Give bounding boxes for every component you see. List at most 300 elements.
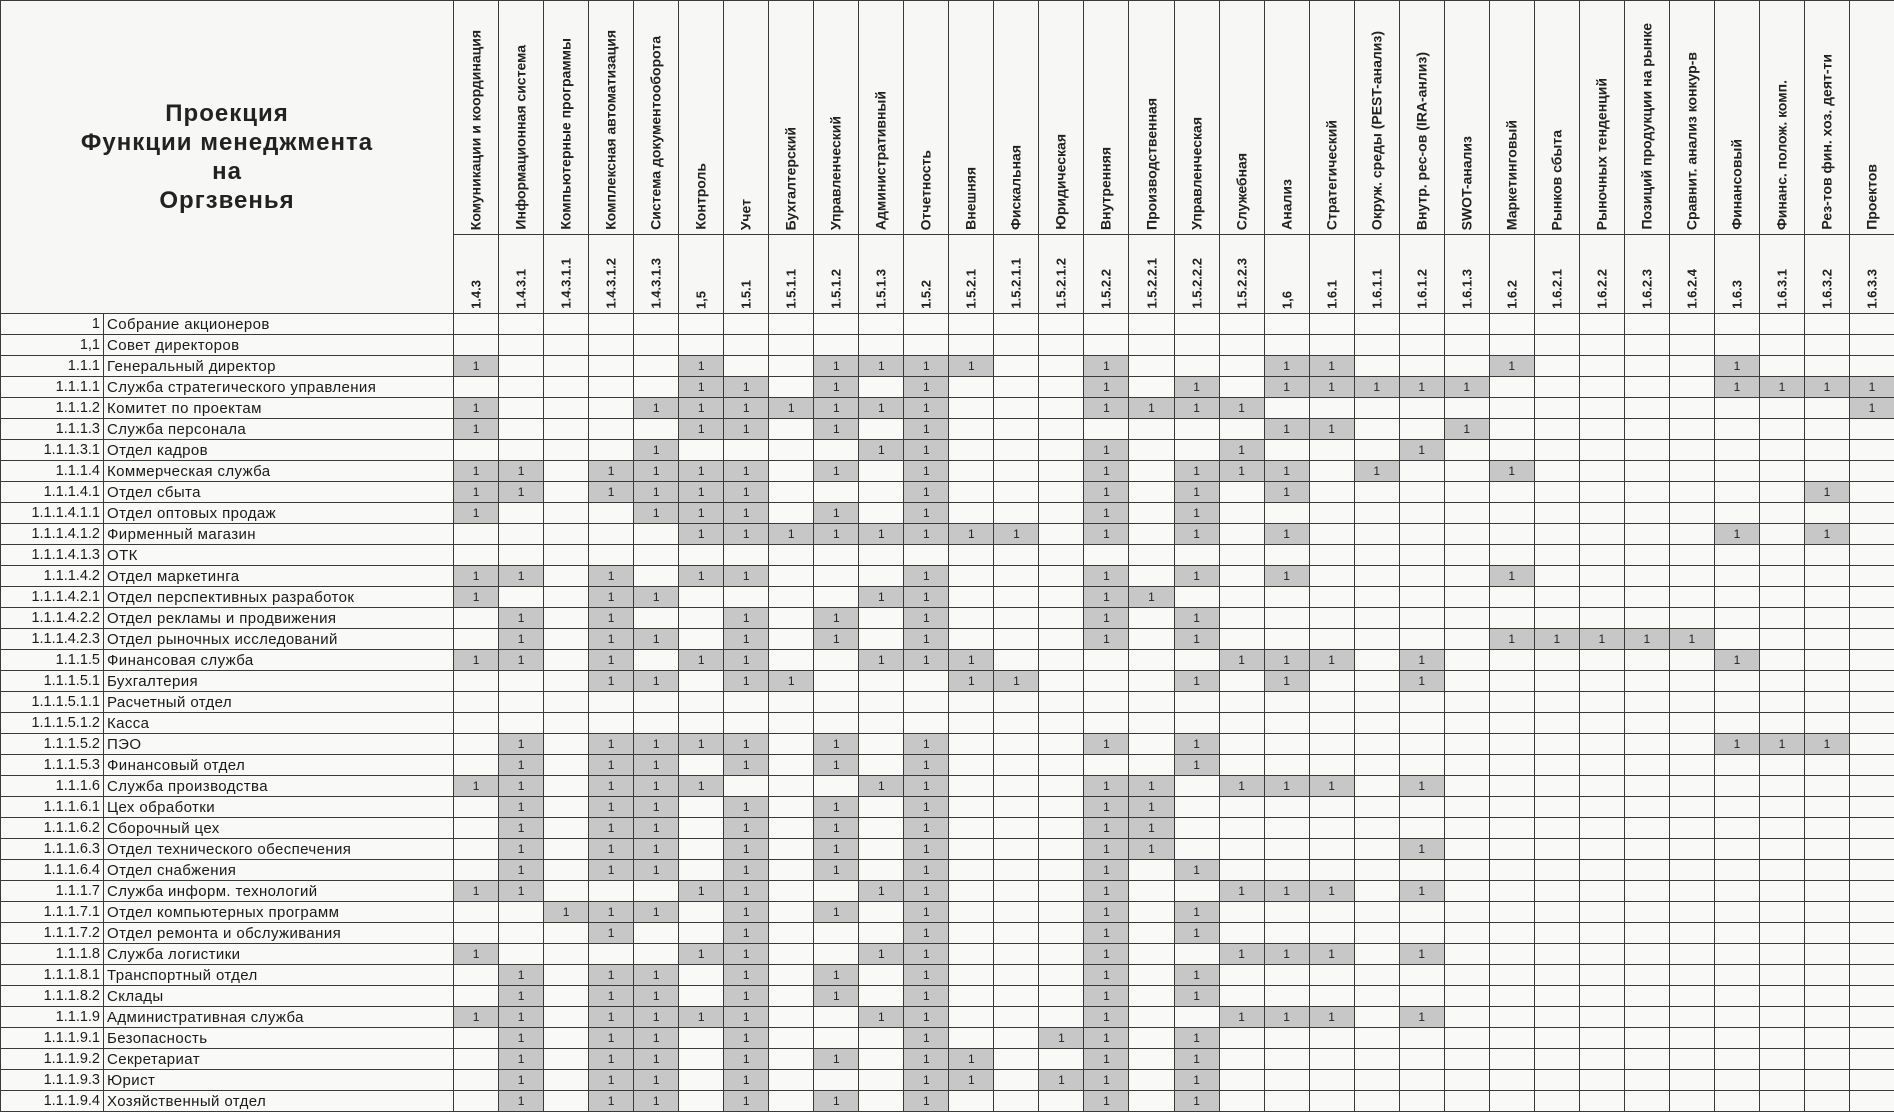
empty-cell	[859, 377, 904, 398]
empty-cell	[1399, 1028, 1444, 1049]
empty-cell	[1579, 1028, 1624, 1049]
empty-cell	[1624, 1070, 1669, 1091]
column-code	[769, 235, 814, 314]
marked-cell: 1	[724, 608, 769, 629]
empty-cell	[1579, 881, 1624, 902]
empty-cell	[1489, 524, 1534, 545]
empty-cell	[994, 335, 1039, 356]
empty-cell	[769, 734, 814, 755]
empty-cell	[724, 692, 769, 713]
empty-cell	[1309, 797, 1354, 818]
empty-cell	[994, 503, 1039, 524]
marked-cell: 1	[589, 839, 634, 860]
column-code-text: 1.5.2.1	[964, 269, 979, 309]
marked-cell: 1	[724, 503, 769, 524]
marked-cell: 1	[1084, 902, 1129, 923]
empty-cell	[1759, 923, 1804, 944]
row-code: 1.1.1.4	[1, 461, 104, 482]
empty-cell	[769, 419, 814, 440]
empty-cell	[1669, 860, 1714, 881]
empty-cell	[544, 839, 589, 860]
empty-cell	[1624, 776, 1669, 797]
empty-cell	[1714, 860, 1759, 881]
empty-cell	[769, 314, 814, 335]
empty-cell	[544, 881, 589, 902]
table-row	[1, 755, 1894, 776]
empty-cell	[1084, 314, 1129, 335]
marked-cell: 1	[1219, 1007, 1264, 1028]
empty-cell	[1714, 1070, 1759, 1091]
marked-cell: 1	[1264, 944, 1309, 965]
empty-cell	[679, 314, 724, 335]
empty-cell	[634, 419, 679, 440]
column-code	[1039, 235, 1084, 314]
empty-cell	[544, 797, 589, 818]
empty-cell	[1219, 545, 1264, 566]
empty-cell	[1669, 566, 1714, 587]
row-name: Служба производства	[104, 776, 454, 797]
marked-cell: 1	[1084, 1007, 1129, 1028]
empty-cell	[1804, 587, 1849, 608]
empty-cell	[1849, 545, 1894, 566]
empty-cell	[1399, 419, 1444, 440]
empty-cell	[1804, 881, 1849, 902]
table-row	[1, 1091, 1894, 1112]
row-code: 1.1.1.7.2	[1, 923, 104, 944]
row-name: Фирменный магазин	[104, 524, 454, 545]
empty-cell	[859, 671, 904, 692]
empty-cell	[994, 1007, 1039, 1028]
marked-cell: 1	[499, 818, 544, 839]
column-code	[814, 235, 859, 314]
empty-cell	[1804, 755, 1849, 776]
empty-cell	[1399, 755, 1444, 776]
empty-cell	[994, 692, 1039, 713]
empty-cell	[1849, 587, 1894, 608]
empty-cell	[1669, 1070, 1714, 1091]
empty-cell	[1579, 398, 1624, 419]
empty-cell	[1444, 986, 1489, 1007]
empty-cell	[1399, 902, 1444, 923]
empty-cell	[1534, 1091, 1579, 1112]
empty-cell	[1849, 482, 1894, 503]
empty-cell	[1579, 566, 1624, 587]
empty-cell	[1489, 671, 1534, 692]
empty-cell	[1624, 797, 1669, 818]
empty-cell	[499, 398, 544, 419]
empty-cell	[1309, 440, 1354, 461]
marked-cell: 1	[1489, 461, 1534, 482]
empty-cell	[1399, 1091, 1444, 1112]
row-code: 1.1.1.5.2	[1, 734, 104, 755]
marked-cell: 1	[1444, 419, 1489, 440]
empty-cell	[1129, 713, 1174, 734]
empty-cell	[814, 314, 859, 335]
empty-cell	[859, 713, 904, 734]
marked-cell: 1	[904, 734, 949, 755]
empty-cell	[1579, 503, 1624, 524]
empty-cell	[589, 419, 634, 440]
empty-cell	[1084, 755, 1129, 776]
empty-cell	[589, 692, 634, 713]
column-header	[1354, 1, 1399, 235]
empty-cell	[454, 377, 499, 398]
empty-cell	[769, 965, 814, 986]
empty-cell	[949, 755, 994, 776]
empty-cell	[1759, 314, 1804, 335]
marked-cell: 1	[679, 419, 724, 440]
empty-cell	[454, 818, 499, 839]
empty-cell	[1399, 860, 1444, 881]
empty-cell	[1444, 461, 1489, 482]
marked-cell: 1	[904, 482, 949, 503]
column-code	[904, 235, 949, 314]
marked-cell: 1	[499, 839, 544, 860]
marked-cell: 1	[634, 398, 679, 419]
empty-cell	[1264, 1049, 1309, 1070]
empty-cell	[1219, 314, 1264, 335]
empty-cell	[1759, 881, 1804, 902]
empty-cell	[1309, 923, 1354, 944]
empty-cell	[1714, 839, 1759, 860]
column-label: Окруж. среды (PEST-анализ)	[1369, 31, 1384, 230]
empty-cell	[1579, 734, 1624, 755]
table-row	[1, 839, 1894, 860]
empty-cell	[1174, 692, 1219, 713]
empty-cell	[949, 692, 994, 713]
empty-cell	[814, 545, 859, 566]
empty-cell	[1624, 419, 1669, 440]
marked-cell: 1	[1129, 818, 1174, 839]
empty-cell	[1624, 1049, 1669, 1070]
marked-cell: 1	[1174, 503, 1219, 524]
empty-cell	[1444, 860, 1489, 881]
marked-cell: 1	[904, 944, 949, 965]
column-label: Сравнит. анализ конкур-в	[1684, 52, 1699, 230]
marked-cell: 1	[499, 566, 544, 587]
empty-cell	[1759, 503, 1804, 524]
empty-cell	[1129, 1007, 1174, 1028]
empty-cell	[1264, 965, 1309, 986]
empty-cell	[1129, 902, 1174, 923]
empty-cell	[1039, 356, 1084, 377]
empty-cell	[454, 734, 499, 755]
empty-cell	[1129, 1070, 1174, 1091]
column-header	[1129, 1, 1174, 235]
empty-cell	[1129, 1049, 1174, 1070]
column-code	[1399, 235, 1444, 314]
marked-cell: 1	[1084, 566, 1129, 587]
empty-cell	[1714, 818, 1759, 839]
empty-cell	[1264, 629, 1309, 650]
marked-cell: 1	[634, 755, 679, 776]
marked-cell: 1	[1219, 776, 1264, 797]
empty-cell	[1579, 461, 1624, 482]
empty-cell	[1129, 566, 1174, 587]
marked-cell: 1	[454, 482, 499, 503]
marked-cell: 1	[814, 986, 859, 1007]
marked-cell: 1	[1084, 965, 1129, 986]
row-code: 1.1.1.7	[1, 881, 104, 902]
empty-cell	[679, 587, 724, 608]
empty-cell	[544, 671, 589, 692]
empty-cell	[994, 797, 1039, 818]
empty-cell	[1174, 776, 1219, 797]
empty-cell	[1714, 965, 1759, 986]
empty-cell	[679, 608, 724, 629]
empty-cell	[1129, 734, 1174, 755]
empty-cell	[994, 881, 1039, 902]
marked-cell: 1	[499, 650, 544, 671]
empty-cell	[1354, 986, 1399, 1007]
empty-cell	[1129, 986, 1174, 1007]
marked-cell: 1	[1084, 587, 1129, 608]
empty-cell	[589, 314, 634, 335]
marked-cell: 1	[634, 839, 679, 860]
empty-cell	[634, 650, 679, 671]
empty-cell	[1759, 1091, 1804, 1112]
empty-cell	[1039, 692, 1084, 713]
marked-cell: 1	[634, 902, 679, 923]
empty-cell	[1534, 902, 1579, 923]
empty-cell	[1354, 440, 1399, 461]
empty-cell	[1129, 965, 1174, 986]
empty-cell	[1669, 587, 1714, 608]
marked-cell: 1	[1174, 755, 1219, 776]
marked-cell: 1	[1174, 524, 1219, 545]
empty-cell	[1579, 1049, 1624, 1070]
column-header	[1534, 1, 1579, 235]
empty-cell	[1624, 398, 1669, 419]
marked-cell: 1	[589, 776, 634, 797]
empty-cell	[1219, 377, 1264, 398]
empty-cell	[1624, 503, 1669, 524]
row-code: 1.1.1.4.1	[1, 482, 104, 503]
empty-cell	[1579, 524, 1624, 545]
marked-cell: 1	[724, 1049, 769, 1070]
empty-cell	[679, 1070, 724, 1091]
empty-cell	[634, 566, 679, 587]
marked-cell: 1	[904, 587, 949, 608]
empty-cell	[544, 503, 589, 524]
marked-cell: 1	[499, 1070, 544, 1091]
marked-cell: 1	[1084, 1028, 1129, 1049]
marked-cell: 1	[859, 1007, 904, 1028]
empty-cell	[769, 1091, 814, 1112]
empty-cell	[1579, 587, 1624, 608]
empty-cell	[1624, 881, 1669, 902]
empty-cell	[1849, 965, 1894, 986]
empty-cell	[1804, 419, 1849, 440]
row-code: 1.1.1.9	[1, 1007, 104, 1028]
marked-cell: 1	[679, 734, 724, 755]
marked-cell: 1	[679, 356, 724, 377]
empty-cell	[949, 944, 994, 965]
empty-cell	[454, 608, 499, 629]
marked-cell: 1	[904, 503, 949, 524]
empty-cell	[1624, 986, 1669, 1007]
empty-cell	[1489, 440, 1534, 461]
empty-cell	[1129, 377, 1174, 398]
marked-cell: 1	[499, 986, 544, 1007]
empty-cell	[1669, 314, 1714, 335]
matrix-title	[1, 1, 454, 314]
empty-cell	[769, 461, 814, 482]
empty-cell	[544, 1070, 589, 1091]
empty-cell	[1534, 860, 1579, 881]
empty-cell	[454, 671, 499, 692]
empty-cell	[1174, 314, 1219, 335]
column-label: Маркетинговый	[1504, 120, 1519, 230]
empty-cell	[1759, 1028, 1804, 1049]
marked-cell: 1	[454, 944, 499, 965]
marked-cell: 1	[1264, 419, 1309, 440]
empty-cell	[1174, 797, 1219, 818]
marked-cell: 1	[904, 398, 949, 419]
empty-cell	[1039, 566, 1084, 587]
empty-cell	[544, 692, 589, 713]
empty-cell	[1579, 1007, 1624, 1028]
column-code	[499, 235, 544, 314]
marked-cell: 1	[589, 860, 634, 881]
column-header	[1399, 1, 1444, 235]
empty-cell	[859, 818, 904, 839]
marked-cell: 1	[724, 944, 769, 965]
marked-cell: 1	[724, 1028, 769, 1049]
marked-cell: 1	[589, 818, 634, 839]
column-header	[1039, 1, 1084, 235]
marked-cell: 1	[814, 503, 859, 524]
empty-cell	[994, 1028, 1039, 1049]
column-header	[859, 1, 904, 235]
empty-cell	[1669, 818, 1714, 839]
marked-cell: 1	[1759, 734, 1804, 755]
empty-cell	[1489, 335, 1534, 356]
empty-cell	[949, 881, 994, 902]
empty-cell	[1444, 356, 1489, 377]
empty-cell	[1444, 335, 1489, 356]
empty-cell	[1354, 1007, 1399, 1028]
column-code-text: 1.6.1.1	[1369, 269, 1384, 309]
table-row	[1, 1007, 1894, 1028]
empty-cell	[1624, 608, 1669, 629]
marked-cell: 1	[904, 356, 949, 377]
empty-cell	[499, 713, 544, 734]
column-header	[544, 1, 589, 235]
empty-cell	[1264, 1070, 1309, 1091]
marked-cell: 1	[904, 776, 949, 797]
empty-cell	[859, 545, 904, 566]
marked-cell: 1	[1174, 734, 1219, 755]
marked-cell: 1	[904, 902, 949, 923]
marked-cell: 1	[904, 986, 949, 1007]
column-code-text: 1.5.1.3	[874, 269, 889, 309]
empty-cell	[904, 713, 949, 734]
empty-cell	[1714, 1028, 1759, 1049]
empty-cell	[1669, 986, 1714, 1007]
marked-cell: 1	[1399, 671, 1444, 692]
marked-cell: 1	[1849, 398, 1894, 419]
empty-cell	[1444, 1007, 1489, 1028]
empty-cell	[679, 965, 724, 986]
empty-cell	[814, 881, 859, 902]
marked-cell: 1	[1174, 671, 1219, 692]
empty-cell	[1219, 734, 1264, 755]
empty-cell	[904, 671, 949, 692]
empty-cell	[1579, 671, 1624, 692]
marked-cell: 1	[1804, 377, 1849, 398]
marked-cell: 1	[679, 881, 724, 902]
column-code-text: 1.6.1.2	[1414, 269, 1429, 309]
empty-cell	[1714, 314, 1759, 335]
table-row	[1, 440, 1894, 461]
marked-cell: 1	[1174, 1049, 1219, 1070]
empty-cell	[544, 923, 589, 944]
empty-cell	[1534, 335, 1579, 356]
column-label: Компьютерные программы	[559, 38, 574, 230]
column-code-text: 1.5.2	[919, 280, 934, 309]
empty-cell	[769, 482, 814, 503]
empty-cell	[1669, 902, 1714, 923]
row-name: Генеральный директор	[104, 356, 454, 377]
marked-cell: 1	[1039, 1070, 1084, 1091]
empty-cell	[814, 692, 859, 713]
empty-cell	[1174, 419, 1219, 440]
empty-cell	[1219, 482, 1264, 503]
marked-cell: 1	[724, 566, 769, 587]
empty-cell	[1624, 1007, 1669, 1028]
empty-cell	[1534, 1049, 1579, 1070]
empty-cell	[1669, 1049, 1714, 1070]
empty-cell	[859, 755, 904, 776]
empty-cell	[1579, 839, 1624, 860]
empty-cell	[589, 503, 634, 524]
empty-cell	[1579, 356, 1624, 377]
row-name: Отдел компьютерных программ	[104, 902, 454, 923]
empty-cell	[1039, 1091, 1084, 1112]
empty-cell	[1534, 650, 1579, 671]
row-code: 1.1.1.1	[1, 377, 104, 398]
empty-cell	[1624, 692, 1669, 713]
empty-cell	[994, 440, 1039, 461]
empty-cell	[1219, 818, 1264, 839]
empty-cell	[634, 524, 679, 545]
column-code-text: 1.4.3.1.2	[604, 258, 619, 309]
empty-cell	[454, 524, 499, 545]
empty-cell	[1354, 797, 1399, 818]
row-name: Отдел оптовых продаж	[104, 503, 454, 524]
empty-cell	[1759, 986, 1804, 1007]
empty-cell	[1354, 650, 1399, 671]
row-code: 1.1.1.3	[1, 419, 104, 440]
empty-cell	[499, 335, 544, 356]
empty-cell	[1849, 335, 1894, 356]
empty-cell	[949, 419, 994, 440]
empty-cell	[724, 335, 769, 356]
column-header	[1174, 1, 1219, 235]
marked-cell: 1	[1084, 356, 1129, 377]
marked-cell: 1	[859, 881, 904, 902]
row-code: 1.1.1.6.3	[1, 839, 104, 860]
empty-cell	[1669, 482, 1714, 503]
empty-cell	[1624, 545, 1669, 566]
empty-cell	[1354, 503, 1399, 524]
empty-cell	[769, 1007, 814, 1028]
empty-cell	[1624, 650, 1669, 671]
empty-cell	[679, 1091, 724, 1112]
empty-cell	[1354, 608, 1399, 629]
empty-cell	[1219, 335, 1264, 356]
